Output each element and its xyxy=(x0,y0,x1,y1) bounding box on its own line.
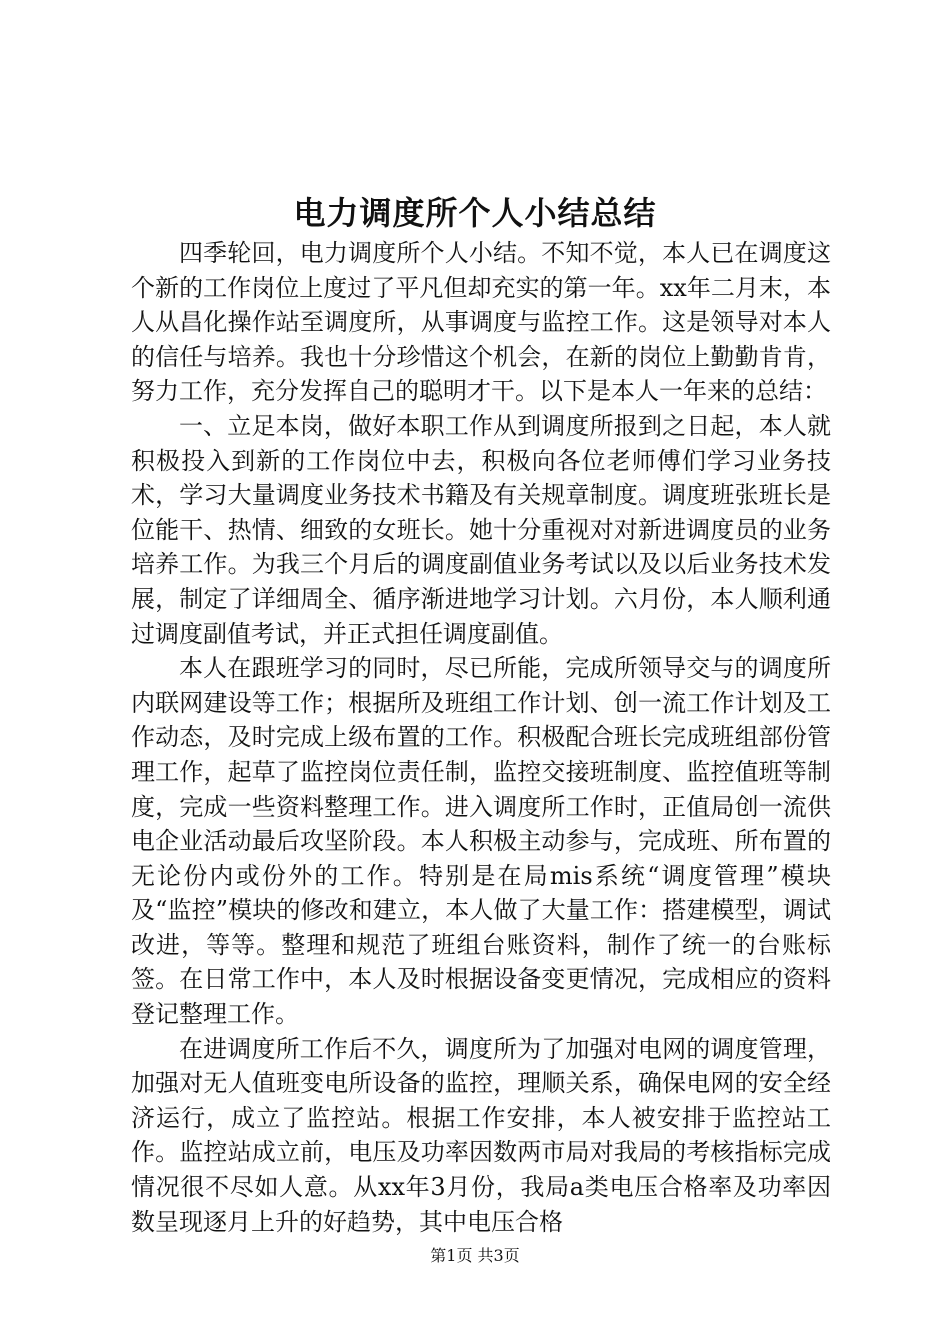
paragraph-work-details: 本人在跟班学习的同时，尽已所能，完成所领导交与的调度所内联网建设等工作；根据所及班组工作计划、创一流工作计划及工作动态，及时完成上级布置的工作。积极配合班长完成班组部份管理工作，起草了监控岗位责任制，监控交接班制度、监控值班等制度，完成一些资料整理工作。进入调度所工作时，正值局创一流供电企业活动最后攻坚阶段。本人积极主动参与，完成班、所布置的无论份内或份外的工作。特别是在局mis系统“调度管理”模块及“监控”模块的修改和建立，本人做了大量工作：搭建模型，调试改进，等等。整理和规范了班组台账资料，制作了统一的台账标签。在日常工作中，本人及时根据设备变更情况，完成相应的资料登记整理工作。 xyxy=(131,654,831,1029)
document-body xyxy=(131,236,831,1239)
paragraph-intro: 四季轮回，电力调度所个人小结。不知不觉，本人已在调度这个新的工作岗位上度过了平凡但却充实的第一年。xx年二月末，本人从昌化操作站至调度所，从事调度与监控工作。这是领导对本人的信任与培养。我也十分珍惜这个机会，在新的岗位上勤勤肯肯，努力工作，充分发挥自己的聪明才干。以下是本人一年来的总结： xyxy=(131,239,831,406)
page-footer: 第1页 共3页 xyxy=(430,1246,520,1265)
paragraph-monitoring-station: 在进调度所工作后不久，调度所为了加强对电网的调度管理，加强对无人值班变电所设备的监控，理顺关系，确保电网的安全经济运行，成立了监控站。根据工作安排，本人被安排于监控站工作。监控站成立前，电压及功率因数两市局对我局的考核指标完成情况很不尽如人意。从xx年3月份，我局a类电压合格率及功率因数呈现逐月上升的好趋势，其中电压合格 xyxy=(131,1034,831,1236)
paragraph-section-one: 一、立足本岗，做好本职工作从到调度所报到之日起，本人就积极投入到新的工作岗位中去，积极向各位老师傅们学习业务技术，学习大量调度业务技术书籍及有关规章制度。调度班张班长是位能干、热情、细致的女班长。她十分重视对对新进调度员的业务培养工作。为我三个月后的调度副值业务考试以及以后业务技术发展，制定了详细周全、循序渐进地学习计划。六月份，本人顺利通过调度副值考试，并正式担任调度副值。 xyxy=(131,411,831,648)
page-title: 电力调度所个人小结总结 xyxy=(293,194,657,232)
